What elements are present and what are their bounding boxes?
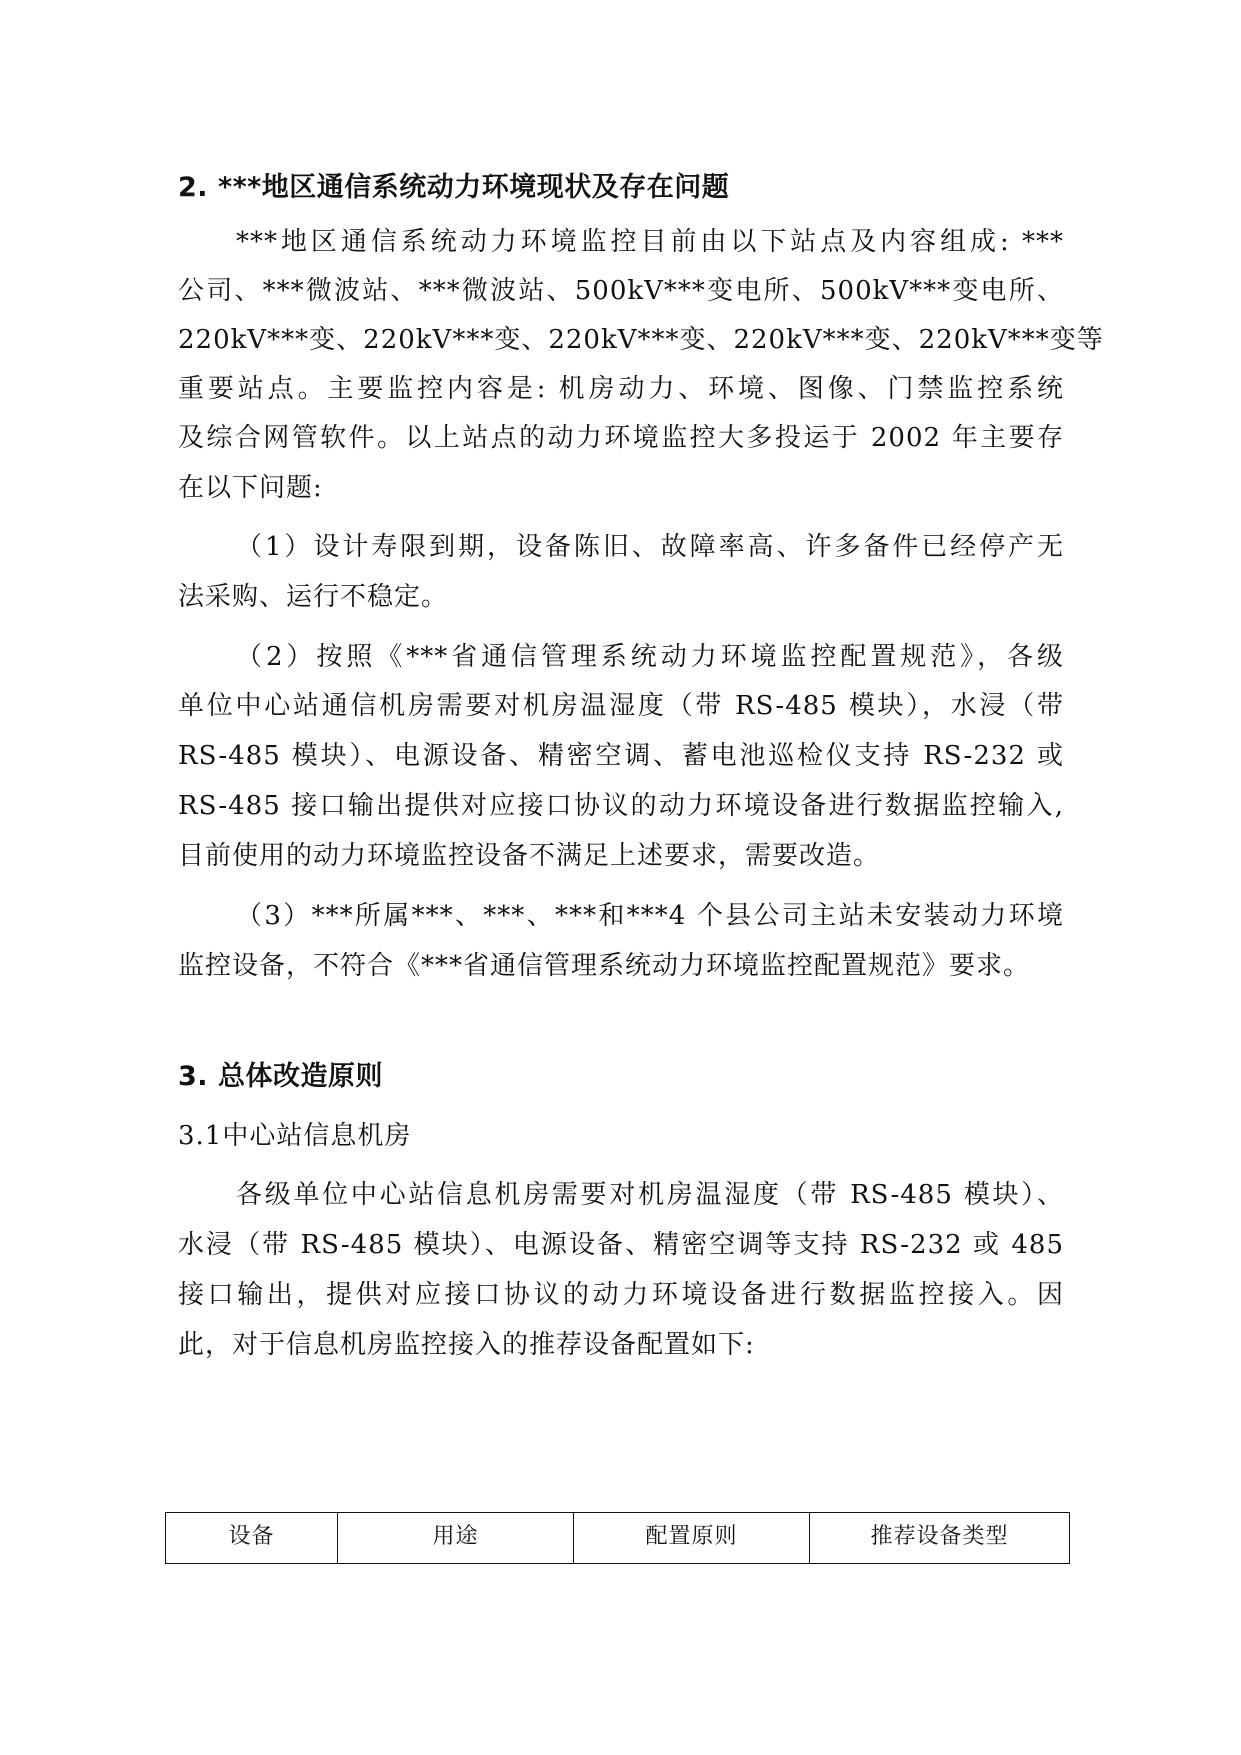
config-table bbox=[165, 1512, 1070, 1564]
list-item-line: 目前使用的动力环境监控设备不满足上述要求，需要改造。 bbox=[178, 841, 881, 871]
table-header-cell: 推荐设备类型 bbox=[810, 1513, 1070, 1564]
list-item-line: 监控设备，不符合《***省通信管理系统动力环境监控配置规范》要求。 bbox=[178, 951, 1031, 981]
table-header-cell: 配置原则 bbox=[574, 1513, 810, 1564]
table-header-row bbox=[166, 1513, 1070, 1564]
list-item-line: （2）按照《***省通信管理系统动力环境监控配置规范》，各级 bbox=[236, 642, 1064, 672]
list-item-line: 法采购、运行不稳定。 bbox=[178, 582, 449, 612]
paragraph-line: 220kV***变、220kV***变、220kV***变、220kV***变、220kV***变等 bbox=[178, 325, 1104, 355]
list-item-line: （3）***所属***、***、***和***4 个县公司主站未安装动力环境 bbox=[236, 901, 1064, 931]
paragraph-line: 及综合网管软件。以上站点的动力环境监控大多投运于 2002 年主要存 bbox=[178, 423, 1064, 453]
list-item-line: （1）设计寿限到期，设备陈旧、故障率高、许多备件已经停产无 bbox=[236, 532, 1064, 562]
list-item-line: RS-485 接口输出提供对应接口协议的动力环境设备进行数据监控输入, bbox=[178, 791, 1064, 821]
list-item-line: 单位中心站通信机房需要对机房温湿度（带 RS-485 模块），水浸（带 bbox=[178, 691, 1064, 721]
paragraph-line: 此，对于信息机房监控接入的推荐设备配置如下: bbox=[178, 1330, 755, 1360]
paragraph-line: 重要站点。主要监控内容是: 机房动力、环境、图像、门禁监控系统 bbox=[178, 374, 1064, 404]
table-header-cell: 设备 bbox=[166, 1513, 338, 1564]
paragraph-line: 水浸（带 RS-485 模块）、电源设备、精密空调等支持 RS-232 或 485 bbox=[178, 1230, 1064, 1260]
section-2-heading: 2. ***地区通信系统动力环境现状及存在问题 bbox=[178, 172, 730, 203]
subsection-heading: 3.1中心站信息机房 bbox=[178, 1121, 412, 1151]
paragraph-line: 在以下问题: bbox=[178, 473, 323, 503]
paragraph-line: 公司、***微波站、***微波站、500kV***变电所、500kV***变电所、 bbox=[178, 276, 1064, 306]
paragraph-line: ***地区通信系统动力环境监控目前由以下站点及内容组成: *** bbox=[236, 227, 1064, 257]
section-3-heading: 3. 总体改造原则 bbox=[178, 1061, 383, 1092]
list-item-line: RS-485 模块）、电源设备、精密空调、蓄电池巡检仪支持 RS-232 或 bbox=[178, 741, 1064, 771]
paragraph-line: 各级单位中心站信息机房需要对机房温湿度（带 RS-485 模块）、 bbox=[236, 1180, 1064, 1210]
table-header-cell: 用途 bbox=[338, 1513, 574, 1564]
paragraph-line: 接口输出，提供对应接口协议的动力环境设备进行数据监控接入。因 bbox=[178, 1280, 1064, 1310]
